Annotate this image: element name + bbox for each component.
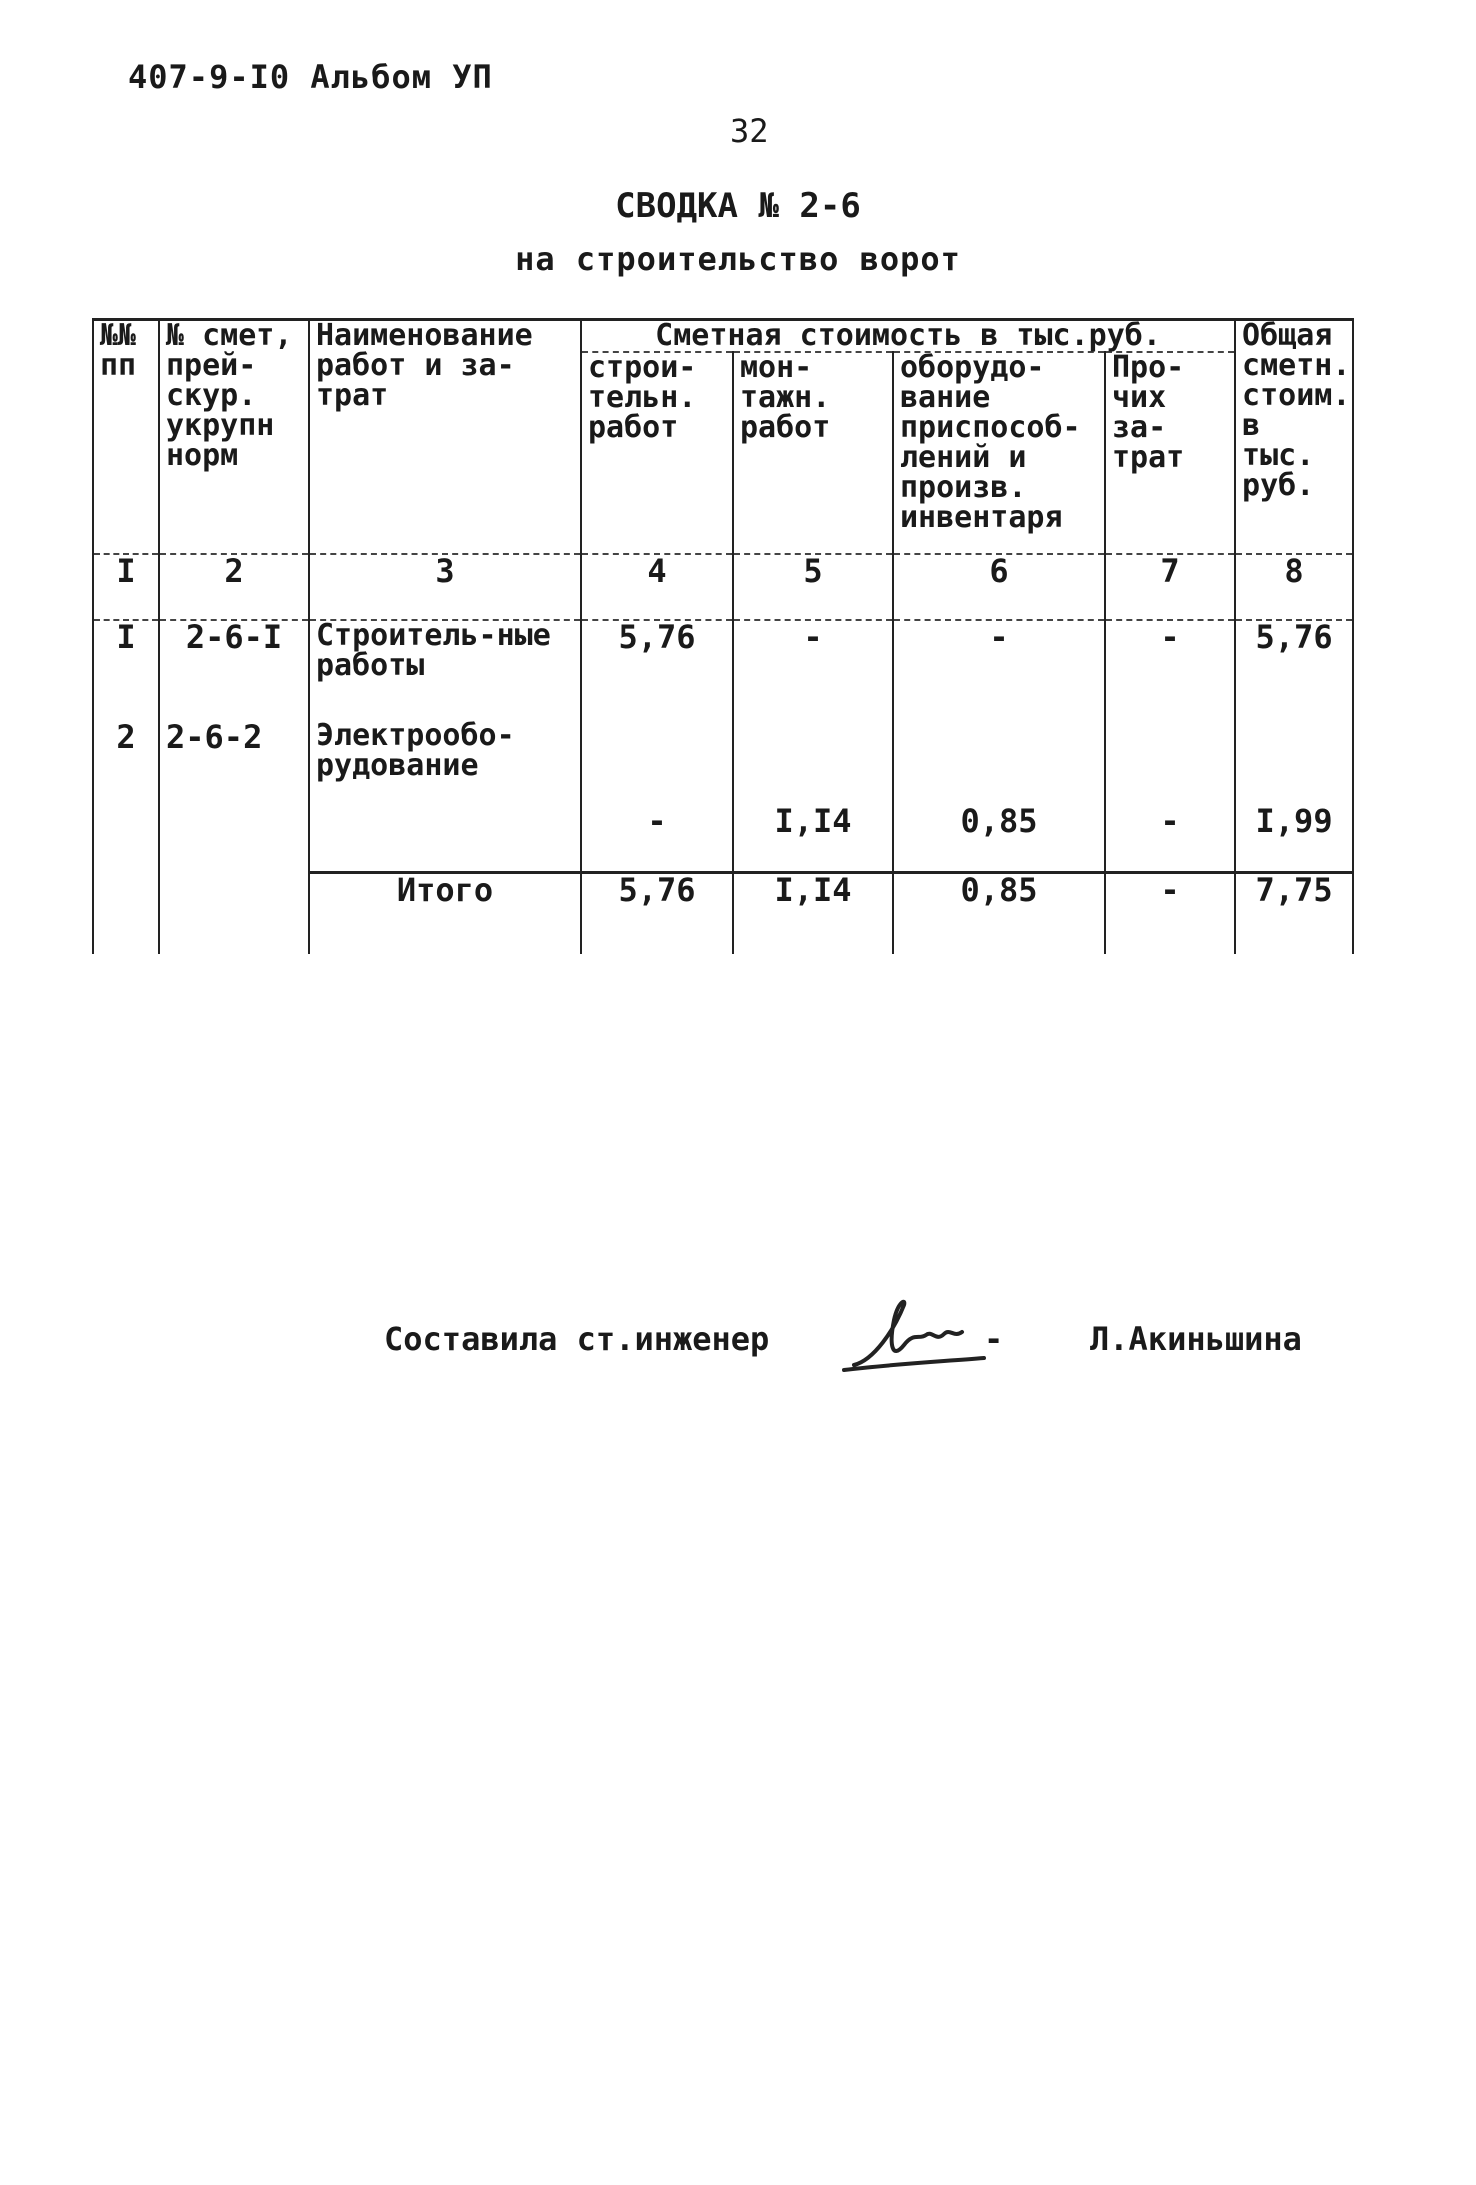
row-work-name: Электрообо-рудование <box>309 721 581 873</box>
row-number: I <box>93 620 159 721</box>
row-estimate-code: 2-6-2 <box>159 721 309 873</box>
signer-name: Л.Акиньшина <box>1090 1320 1302 1358</box>
row-work-name: Строитель-ные работы <box>309 620 581 721</box>
col-header-estimate-code: № смет, прей-скур. укрупн норм <box>159 320 309 555</box>
total-label: Итого <box>309 873 581 955</box>
total-blank-cell <box>93 873 159 955</box>
total-equipment-cost: 0,85 <box>893 873 1105 955</box>
row-total-cost: I,99 <box>1235 721 1353 873</box>
row-other-cost: - <box>1105 620 1235 721</box>
total-construction-cost: 5,76 <box>581 873 733 955</box>
row-equipment-cost: - <box>893 620 1105 721</box>
table-row <box>93 620 1353 721</box>
row-construction-cost: 5,76 <box>581 620 733 721</box>
col-group-estimated-cost: Сметная стоимость в тыс.руб. <box>581 320 1235 353</box>
signature-dash: - <box>984 1320 1004 1358</box>
column-number: 4 <box>581 554 733 620</box>
total-installation-cost: I,I4 <box>733 873 893 955</box>
column-number: 7 <box>1105 554 1235 620</box>
col-header-total-cost: Общая сметн. стоим. в тыс. руб. <box>1235 320 1353 555</box>
document-code: 407-9-I0 Альбом УП <box>128 58 493 96</box>
header-row-top <box>93 320 1353 353</box>
row-other-cost: - <box>1105 721 1235 873</box>
row-number: 2 <box>93 721 159 873</box>
compiled-by-label: Составила ст.инженер <box>384 1320 770 1358</box>
column-number: 5 <box>733 554 893 620</box>
cost-summary-table <box>92 318 1354 954</box>
total-overall-cost: 7,75 <box>1235 873 1353 955</box>
total-blank-cell <box>159 873 309 955</box>
compiled-by-line <box>384 1320 769 1358</box>
column-number-row <box>93 554 1353 620</box>
col-header-construction: строи-тельн. работ <box>581 352 733 554</box>
col-header-number: №№ пп <box>93 320 159 555</box>
column-number: 6 <box>893 554 1105 620</box>
total-other-cost: - <box>1105 873 1235 955</box>
row-equipment-cost: 0,85 <box>893 721 1105 873</box>
page-number: 32 <box>730 112 769 150</box>
summary-title: СВОДКА № 2-6 <box>615 186 861 226</box>
col-header-equipment: оборудо-вание приспособ-лений и произв. инвентаря <box>893 352 1105 554</box>
summary-subtitle: на строительство ворот <box>515 240 961 278</box>
col-header-other: Про-чих за-трат <box>1105 352 1235 554</box>
row-total-cost: 5,76 <box>1235 620 1353 721</box>
col-header-installation: мон-тажн. работ <box>733 352 893 554</box>
col-header-work-name: Наименование работ и за-трат <box>309 320 581 555</box>
column-number: I <box>93 554 159 620</box>
row-construction-cost: - <box>581 721 733 873</box>
row-installation-cost: I,I4 <box>733 721 893 873</box>
column-number: 8 <box>1235 554 1353 620</box>
column-number: 3 <box>309 554 581 620</box>
column-number: 2 <box>159 554 309 620</box>
table-row <box>93 721 1353 873</box>
handwritten-signature <box>834 1290 1004 1380</box>
row-installation-cost: - <box>733 620 893 721</box>
row-estimate-code: 2-6-I <box>159 620 309 721</box>
total-row <box>93 873 1353 955</box>
